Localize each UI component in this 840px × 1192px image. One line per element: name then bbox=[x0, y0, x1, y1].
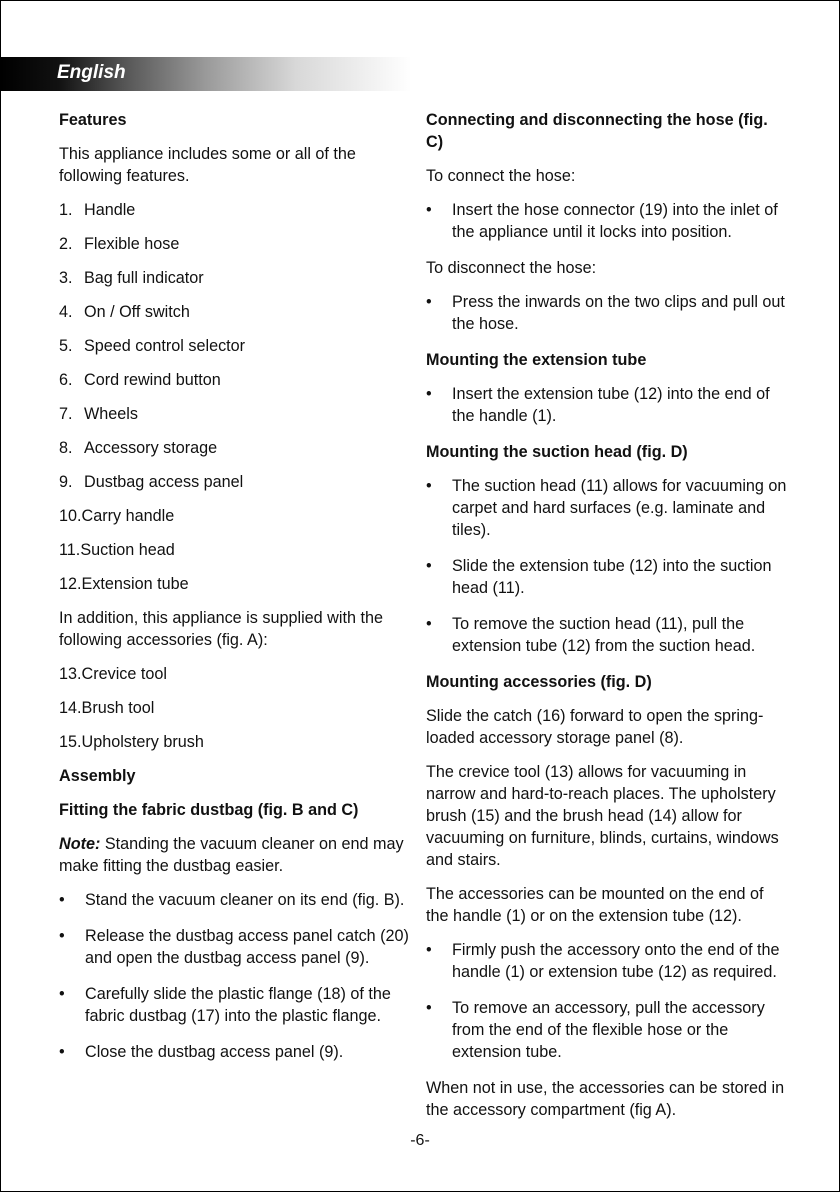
bullet-item bbox=[59, 925, 415, 969]
list-item bbox=[59, 437, 415, 459]
list-item-number: 10. bbox=[59, 507, 82, 525]
bullet-item bbox=[426, 199, 788, 243]
list-item-text: Dustbag access panel bbox=[84, 473, 244, 491]
bullet-icon: • bbox=[59, 891, 65, 909]
hose-heading: Connecting and disconnecting the hose (fig. C) bbox=[426, 111, 768, 151]
list-item bbox=[59, 731, 415, 753]
connect-subheading: To connect the hose: bbox=[426, 167, 576, 185]
list-item-number: 14. bbox=[59, 699, 82, 717]
list-item-number: 11. bbox=[59, 541, 81, 559]
accessories-list bbox=[59, 663, 415, 753]
bullet-text: To remove the suction head (11), pull the extension tube (12) from the suction head. bbox=[452, 615, 756, 655]
bullet-item bbox=[59, 889, 415, 911]
list-item-number: 4. bbox=[59, 303, 73, 321]
bullet-icon: • bbox=[426, 477, 432, 495]
list-item bbox=[59, 471, 415, 493]
list-item-number: 5. bbox=[59, 337, 73, 355]
features-list bbox=[59, 199, 415, 595]
bullet-item bbox=[426, 291, 788, 335]
list-item-text: Extension tube bbox=[81, 575, 189, 593]
list-item bbox=[59, 267, 415, 289]
features-intro: This appliance includes some or all of the following features. bbox=[59, 145, 356, 185]
list-item-text: Speed control selector bbox=[84, 337, 246, 355]
list-item bbox=[59, 301, 415, 323]
extension-steps bbox=[426, 383, 788, 427]
bullet-item bbox=[59, 1041, 415, 1063]
bullet-item bbox=[426, 383, 788, 427]
list-item bbox=[59, 199, 415, 221]
connect-steps bbox=[426, 199, 788, 243]
list-item bbox=[59, 403, 415, 425]
list-item-number: 3. bbox=[59, 269, 73, 287]
bullet-item bbox=[426, 555, 788, 599]
left-column bbox=[59, 109, 415, 1077]
fitting-heading: Fitting the fabric dustbag (fig. B and C) bbox=[59, 801, 359, 819]
language-banner bbox=[1, 57, 411, 91]
suction-steps bbox=[426, 475, 788, 657]
list-item-text: Accessory storage bbox=[84, 439, 218, 457]
fitting-steps bbox=[59, 889, 415, 1063]
bullet-icon: • bbox=[426, 999, 432, 1017]
accessories-mount-heading: Mounting accessories (fig. D) bbox=[426, 673, 652, 691]
list-item bbox=[59, 335, 415, 357]
disconnect-steps bbox=[426, 291, 788, 335]
bullet-text: The suction head (11) allows for vacuuming on carpet and hard surfaces (e.g. laminate and tiles). bbox=[452, 477, 787, 539]
disconnect-subheading: To disconnect the hose: bbox=[426, 259, 597, 277]
language-label: English bbox=[57, 62, 126, 83]
list-item bbox=[59, 505, 415, 527]
bullet-icon: • bbox=[426, 201, 432, 219]
accessories-paragraph-4: When not in use, the accessories can be stored in the accessory compartment (fig A). bbox=[426, 1079, 785, 1119]
list-item bbox=[59, 539, 415, 561]
list-item-text: Handle bbox=[84, 201, 136, 219]
accessories-intro: In addition, this appliance is supplied with the following accessories (fig. A): bbox=[59, 609, 383, 649]
bullet-text: Firmly push the accessory onto the end of the handle (1) or extension tube (12) as required. bbox=[452, 941, 780, 981]
bullet-item bbox=[426, 939, 788, 983]
bullet-icon: • bbox=[59, 1043, 65, 1061]
bullet-text: Carefully slide the plastic flange (18) of the fabric dustbag (17) into the plastic flange. bbox=[85, 985, 391, 1025]
list-item-text: Upholstery brush bbox=[81, 733, 204, 751]
bullet-icon: • bbox=[59, 927, 65, 945]
bullet-item bbox=[426, 613, 788, 657]
bullet-text: Insert the hose connector (19) into the inlet of the appliance until it locks into position. bbox=[452, 201, 778, 241]
right-column bbox=[426, 109, 788, 1133]
note-paragraph bbox=[59, 833, 415, 877]
bullet-icon: • bbox=[59, 985, 65, 1003]
bullet-text: Close the dustbag access panel (9). bbox=[85, 1043, 344, 1061]
note-label: Note: bbox=[59, 835, 101, 853]
accessories-paragraph-3: The accessories can be mounted on the end of the handle (1) or on the extension tube (12). bbox=[426, 885, 764, 925]
list-item-text: On / Off switch bbox=[84, 303, 190, 321]
page-number: -6- bbox=[410, 1132, 430, 1149]
extension-heading: Mounting the extension tube bbox=[426, 351, 647, 369]
bullet-icon: • bbox=[426, 385, 432, 403]
accessories-paragraph-2: The crevice tool (13) allows for vacuuming in narrow and hard-to-reach places. The upholstery brush (15) and the brush head (14) allow for vacuuming on furniture, blinds, curtains, windows and stairs. bbox=[426, 763, 779, 869]
bullet-icon: • bbox=[426, 293, 432, 311]
list-item-number: 8. bbox=[59, 439, 73, 457]
bullet-text: Slide the extension tube (12) into the suction head (11). bbox=[452, 557, 772, 597]
list-item-number: 7. bbox=[59, 405, 73, 423]
list-item-text: Wheels bbox=[84, 405, 138, 423]
bullet-text: Release the dustbag access panel catch (20) and open the dustbag access panel (9). bbox=[85, 927, 409, 967]
bullet-item bbox=[426, 997, 788, 1063]
bullet-item bbox=[426, 475, 788, 541]
list-item-number: 1. bbox=[59, 201, 73, 219]
bullet-icon: • bbox=[426, 941, 432, 959]
list-item-text: Brush tool bbox=[81, 699, 155, 717]
bullet-text: To remove an accessory, pull the accessory from the end of the flexible hose or the extension tube. bbox=[452, 999, 765, 1061]
accessories-paragraph-1: Slide the catch (16) forward to open the spring-loaded accessory storage panel (8). bbox=[426, 707, 764, 747]
list-item-number: 9. bbox=[59, 473, 73, 491]
list-item-text: Crevice tool bbox=[81, 665, 167, 683]
list-item bbox=[59, 233, 415, 255]
list-item-text: Cord rewind button bbox=[84, 371, 221, 389]
list-item-number: 12. bbox=[59, 575, 82, 593]
bullet-item bbox=[59, 983, 415, 1027]
note-text: Standing the vacuum cleaner on end may make fitting the dustbag easier. bbox=[59, 835, 404, 875]
list-item-number: 15. bbox=[59, 733, 82, 751]
list-item bbox=[59, 663, 415, 685]
list-item-text: Flexible hose bbox=[84, 235, 180, 253]
bullet-icon: • bbox=[426, 615, 432, 633]
list-item bbox=[59, 369, 415, 391]
bullet-icon: • bbox=[426, 557, 432, 575]
features-heading: Features bbox=[59, 111, 127, 129]
list-item-number: 13. bbox=[59, 665, 82, 683]
list-item-text: Bag full indicator bbox=[84, 269, 204, 287]
list-item-number: 6. bbox=[59, 371, 73, 389]
list-item-text: Carry handle bbox=[81, 507, 175, 525]
bullet-text: Stand the vacuum cleaner on its end (fig. B). bbox=[85, 891, 405, 909]
accessories-steps bbox=[426, 939, 788, 1063]
list-item-number: 2. bbox=[59, 235, 73, 253]
list-item bbox=[59, 573, 415, 595]
list-item-text: Suction head bbox=[80, 541, 175, 559]
suction-heading: Mounting the suction head (fig. D) bbox=[426, 443, 688, 461]
bullet-text: Insert the extension tube (12) into the end of the handle (1). bbox=[452, 385, 770, 425]
list-item bbox=[59, 697, 415, 719]
assembly-heading: Assembly bbox=[59, 767, 136, 785]
bullet-text: Press the inwards on the two clips and pull out the hose. bbox=[452, 293, 785, 333]
